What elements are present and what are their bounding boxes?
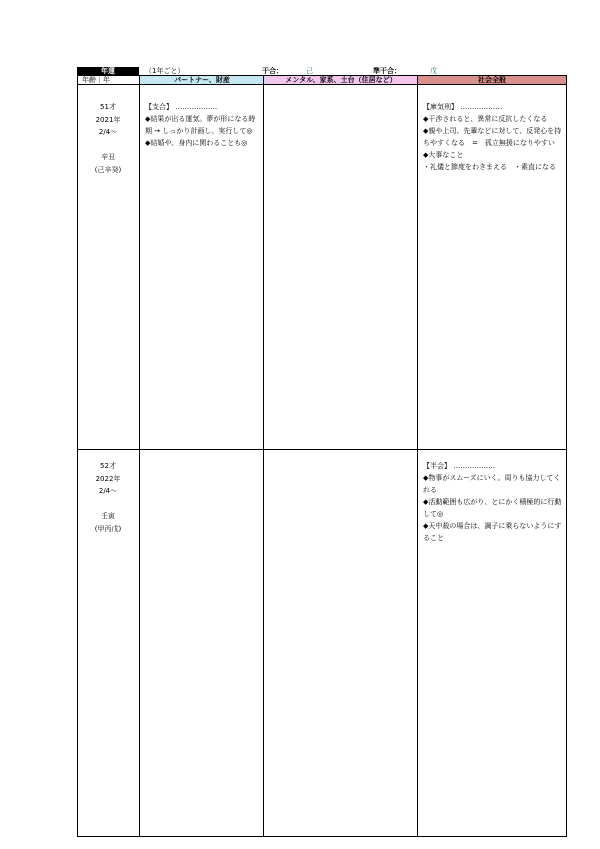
society-heading: 【半会】 ……………… bbox=[423, 462, 496, 470]
society-note: ・礼儀と節度をわきまえる ・素直になる bbox=[423, 163, 556, 171]
society-note: ◆親や上司、先輩などに対して、反発心を持ちやすくなる = 孤立無援になりやすい bbox=[423, 127, 562, 147]
society-note: ◆活動範囲も広がり、とにかく積極的に行動して◎ bbox=[423, 498, 562, 518]
spacer bbox=[78, 498, 138, 511]
row-1-society-cell bbox=[423, 101, 563, 173]
info-strip bbox=[77, 67, 567, 75]
start-date: 2/4～ bbox=[98, 128, 118, 136]
age: 51才 bbox=[100, 103, 116, 111]
row-1-partner-cell bbox=[145, 101, 261, 149]
society-heading: 【庫気刑】 ……………… bbox=[423, 103, 503, 111]
partner-note: ◆結婚や、身内に関わることも◎ bbox=[145, 139, 248, 147]
hidden-stems: (己辛癸) bbox=[94, 165, 122, 174]
column-divider bbox=[417, 76, 418, 836]
row-2-age-cell bbox=[78, 460, 138, 535]
column-header-age-year: 年齢｜年 bbox=[78, 76, 140, 85]
column-header-partner: パートナー、財産 bbox=[140, 76, 264, 85]
partner-heading: 【支合】 ……………… bbox=[145, 103, 218, 111]
column-header-society: 社会全般 bbox=[418, 76, 566, 85]
column-divider bbox=[263, 76, 264, 836]
hidden-stems: (甲丙戊) bbox=[94, 524, 122, 533]
row-divider bbox=[78, 449, 566, 450]
period-note: （1年ごと） bbox=[145, 67, 185, 75]
row-2-society-cell bbox=[423, 460, 563, 544]
column-header-mental: メンタル、家系、土台（住居など） bbox=[264, 76, 418, 85]
kango-label: 干合： bbox=[262, 67, 283, 75]
junkango-value: 戊 bbox=[430, 67, 437, 75]
column-divider bbox=[139, 76, 140, 836]
junkango-label: 準干合： bbox=[373, 67, 401, 75]
fortune-table bbox=[77, 75, 567, 837]
spacer bbox=[78, 139, 138, 152]
year: 2021年 bbox=[95, 115, 121, 124]
stem-branch: 壬寅 bbox=[101, 512, 115, 520]
row-1-age-cell bbox=[78, 101, 138, 176]
year: 2022年 bbox=[95, 474, 121, 483]
society-note: ◆大事なこと bbox=[423, 151, 464, 159]
kango-value: 己 bbox=[306, 67, 313, 75]
start-date: 2/4～ bbox=[98, 487, 118, 495]
page-title: 年運 bbox=[77, 67, 139, 75]
society-note: ◆干渉されると、異常に反抗したくなる bbox=[423, 115, 548, 123]
partner-note: ◆結果が出る運気。夢が形になる時期 → しっかり計画し、実行して◎ bbox=[145, 115, 256, 135]
age: 52才 bbox=[100, 462, 116, 470]
society-note: ◆物事がスムーズにいく。周りも協力してくれる bbox=[423, 474, 561, 494]
stem-branch: 辛丑 bbox=[101, 153, 115, 161]
society-note: ◆天中殺の場合は、調子に乗らないようにすること bbox=[423, 522, 562, 542]
